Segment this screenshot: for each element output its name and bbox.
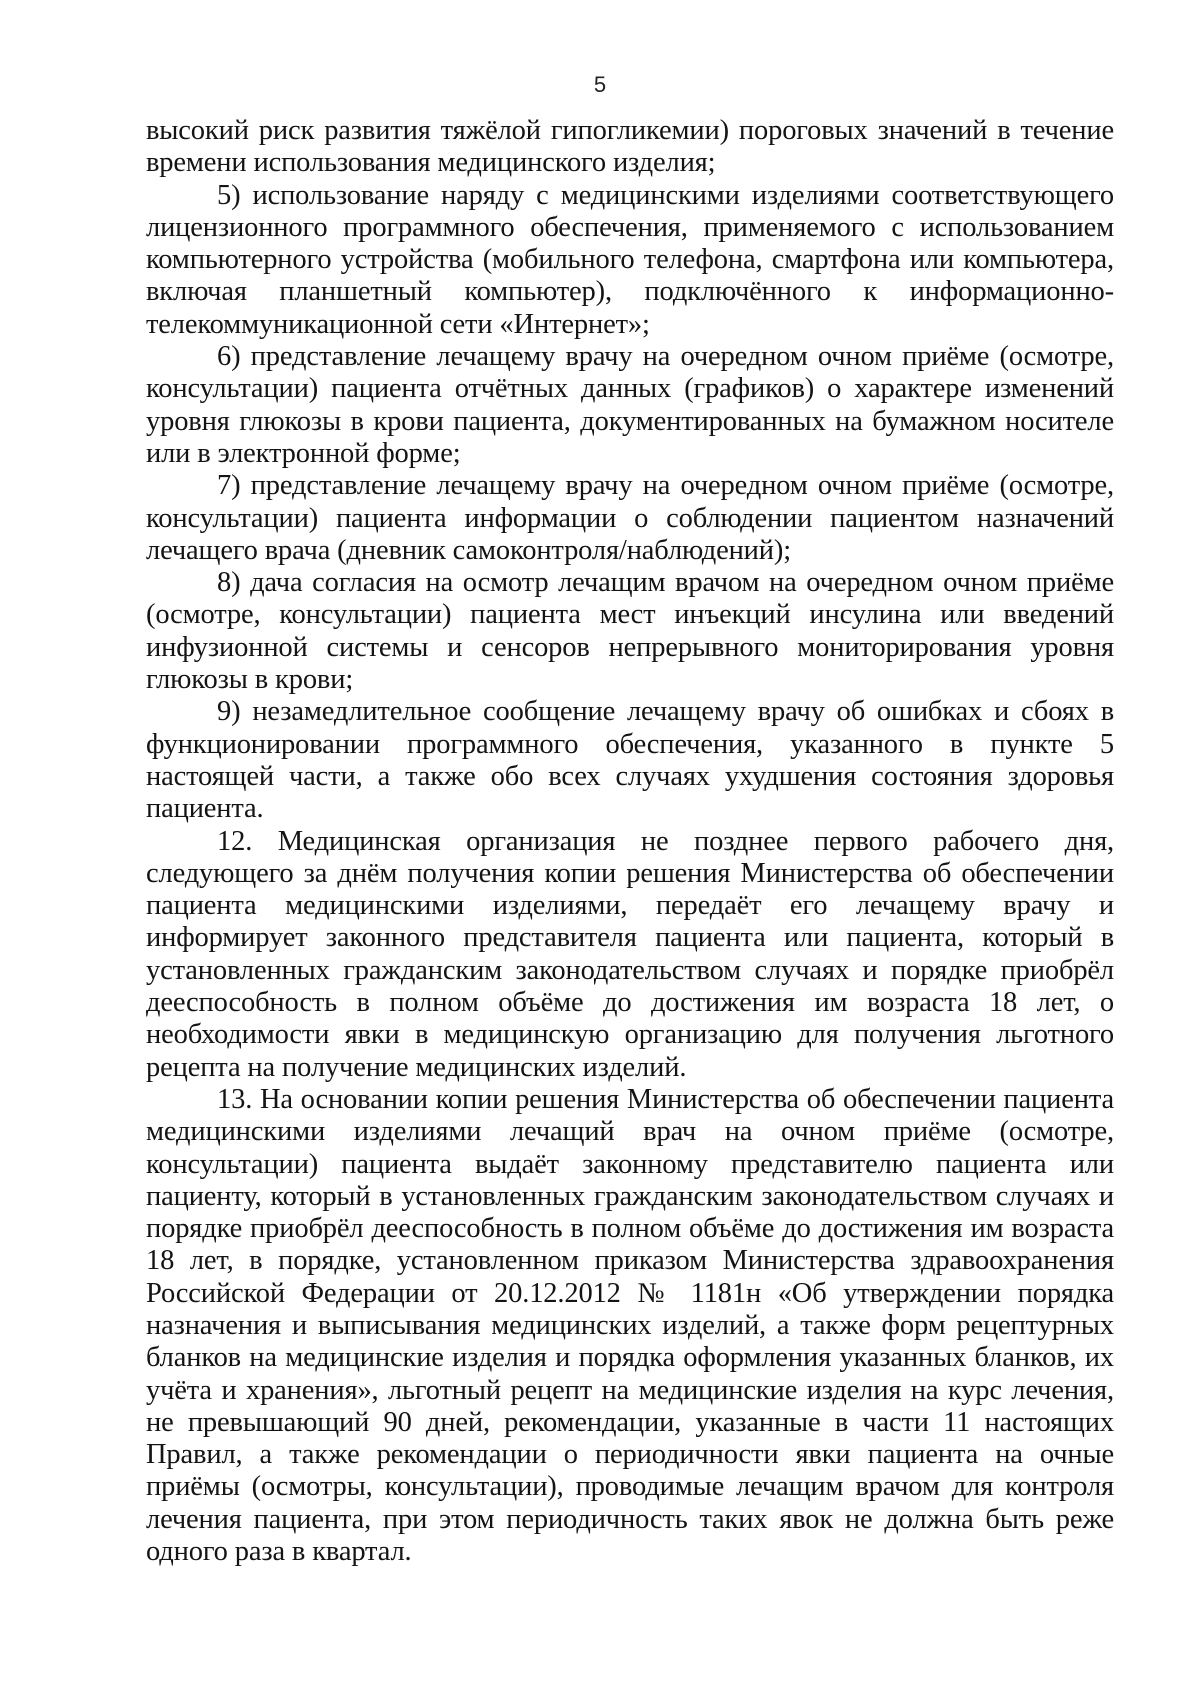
paragraph-item-6: 6) представление лечащему врачу на очередном очном приёме (осмотре, консультации) пациента отчётных данных (графиков) о характере изменений уровня глюкозы в крови пациента, документированных на бумажном носителе или в электронной форме; [146,341,1114,469]
paragraph-item-5: 5) использование наряду с медицинскими изделиями соответствующего лицензионного программного обеспечения, применяемого с использованием компьютерного устройства (мобильного телефона, смартфона или компьютера, включая планшетный компьютер), подключённого к информационно-телекоммуникационной сети «Интернет»; [146,179,1114,340]
paragraph-item-7: 7) представление лечащему врачу на очередном очном приёме (осмотре, консультации) пациента информации о соблюдении пациентом назначений лечащего врача (дневник самоконтроля/наблюдений); [146,470,1114,566]
paragraph-section-13: 13. На основании копии решения Министерства об обеспечении пациента медицинскими изделиями лечащий врач на очном приёме (осмотре, консультации) пациента выдаёт законному представителю пациента или пациенту, который в установленных гражданским законодательством случаях и порядке приобрёл дееспособность в полном объёме до достижения им возраста 18 лет, в порядке, установленном приказом Министерства здравоохранения Российской Федерации от 20.12.2012 № 1181н «Об утверждении порядка назначения и выписывания медицинских изделий, а также форм рецептурных бланков на медицинские изделия и порядка оформления указанных бланков, их учёта и хранения», льготный рецепт на медицинские изделия на курс лечения, не превышающий 90 дней, рекомендации, указанные в части 11 настоящих Правил, а также рекомендации о периодичности явки пациента на очные приёмы (осмотры, консультации), проводимые лечащим врачом для контроля лечения пациента, при этом периодичность таких явок не должна быть реже одного раза в квартал. [146,1083,1114,1568]
paragraph-item-8: 8) дача согласия на осмотр лечащим врачом на очередном очном приёме (осмотре, консультации) пациента мест инъекций инсулина или введений инфузионной системы и сенсоров непрерывного мониторирования уровня глюкозы в крови; [146,567,1114,696]
document-body [146,115,1114,1568]
paragraph-continuation: высокий риск развития тяжёлой гипогликемии) пороговых значений в течение времени использования медицинского изделия; [146,115,1114,179]
paragraph-section-12: 12. Медицинская организация не позднее первого рабочего дня, следующего за днём получения копии решения Министерства об обеспечении пациента медицинскими изделиями, передаёт его лечащему врачу и информирует законного представителя пациента или пациента, который в установленных гражданским законодательством случаях и порядке приобрёл дееспособность в полном объёме до достижения им возраста 18 лет, о необходимости явки в медицинскую организацию для получения льготного рецепта на получение медицинских изделий. [146,825,1114,1083]
paragraph-item-9: 9) незамедлительное сообщение лечащему врачу об ошибках и сбоях в функционировании программного обеспечения, указанного в пункте 5 настоящей части, а также обо всех случаях ухудшения состояния здоровья пациента. [146,696,1114,825]
page-number: 5 [593,72,607,97]
